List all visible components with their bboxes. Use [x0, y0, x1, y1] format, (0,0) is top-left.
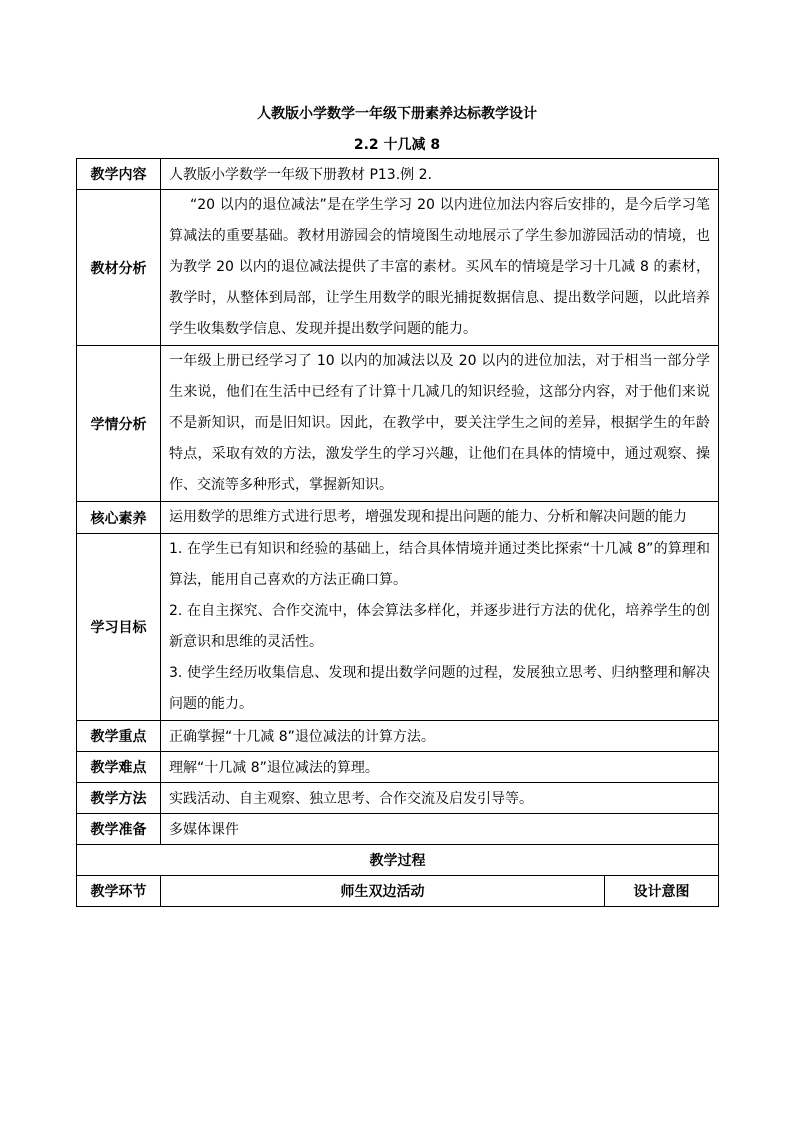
- textbook-analysis-text: “20 以内的退位减法”是在学生学习 20 以内进位加法内容后安排的，是今后学习笔算减法的重要基础。教材用游园会的情境图生动地展示了学生参加游园活动的情境，也为教学 20 以内的退位减法提供了丰富的素材。买风车的情境是学习十几减 8 的素材，教学时，从整体到局部，让学生用数学的眼光捕捉数据信息、提出数学问题，以此培养学生收集数学信息、发现并提出数学问题的能力。: [169, 197, 710, 337]
- label-learning-objectives: 学习目标: [77, 534, 161, 721]
- value-teaching-content: 人教版小学数学一年级下册教材 P13.例 2.: [161, 159, 719, 190]
- row-learning-objectives: [77, 534, 719, 721]
- value-preparation: 多媒体课件: [161, 814, 719, 845]
- label-method: 教学方法: [77, 783, 161, 814]
- objective-item: 2. 在自主探究、合作交流中，体会算法多样化，并逐步进行方法的优化，培养学生的创新意识和思维的灵活性。: [169, 603, 710, 650]
- column-header-intent: 设计意图: [605, 876, 719, 907]
- label-student-analysis: 学情分析: [77, 346, 161, 502]
- row-core-literacy: [77, 502, 719, 534]
- lesson-plan-table: [76, 158, 719, 907]
- row-teaching-content: [77, 159, 719, 190]
- row-column-headers: [77, 876, 719, 907]
- objective-item: 1. 在学生已有知识和经验的基础上，结合具体情境并通过类比探索“十几减 8”的算理和算法，能用自己喜欢的方法正确口算。: [169, 541, 710, 588]
- row-process-header: [77, 845, 719, 876]
- value-textbook-analysis: [161, 190, 719, 346]
- label-textbook-analysis: 教材分析: [77, 190, 161, 346]
- value-difficulty: 理解“十几减 8”退位减法的算理。: [161, 752, 719, 783]
- label-preparation: 教学准备: [77, 814, 161, 845]
- row-preparation: [77, 814, 719, 845]
- value-key-point: 正确掌握“十几减 8”退位减法的计算方法。: [161, 721, 719, 752]
- row-method: [77, 783, 719, 814]
- column-header-stage: 教学环节: [77, 876, 161, 907]
- objective-item: 3. 使学生经历收集信息、发现和提出数学问题的过程，发展独立思考、归纳整理和解决问题的能力。: [169, 665, 710, 712]
- label-teaching-content: 教学内容: [77, 159, 161, 190]
- value-core-literacy: [161, 502, 719, 534]
- value-learning-objectives: [161, 534, 719, 721]
- value-student-analysis: [161, 346, 719, 502]
- row-difficulty: [77, 752, 719, 783]
- document-subtitle: 2.2 十几减 8: [353, 137, 441, 153]
- student-analysis-text: 一年级上册已经学习了 10 以内的加减法以及 20 以内的进位加法，对于相当一部分学生来说，他们在生活中已经有了计算十几减几的知识经验，这部分内容，对于他们来说不是新知识，而是旧知识。因此，在教学中，要关注学生之间的差异，根据学生的年龄特点，采取有效的方法，激发学生的学习兴趣，让他们在具体的情境中，通过观察、操作、交流等多种形式，掌握新知识。: [169, 353, 710, 493]
- label-core-literacy: 核心素养: [77, 502, 161, 534]
- core-literacy-text: 运用数学的思维方式进行思考，增强发现和提出问题的能力、分析和解决问题的能力: [169, 509, 687, 525]
- label-difficulty: 教学难点: [77, 752, 161, 783]
- row-textbook-analysis: [77, 190, 719, 346]
- column-header-activity: 师生双边活动: [161, 876, 605, 907]
- row-key-point: [77, 721, 719, 752]
- document-title: 人教版小学数学一年级下册素养达标教学设计: [257, 106, 537, 122]
- process-header: 教学过程: [77, 845, 719, 876]
- label-key-point: 教学重点: [77, 721, 161, 752]
- value-method: 实践活动、自主观察、独立思考、合作交流及启发引导等。: [161, 783, 719, 814]
- row-student-analysis: [77, 346, 719, 502]
